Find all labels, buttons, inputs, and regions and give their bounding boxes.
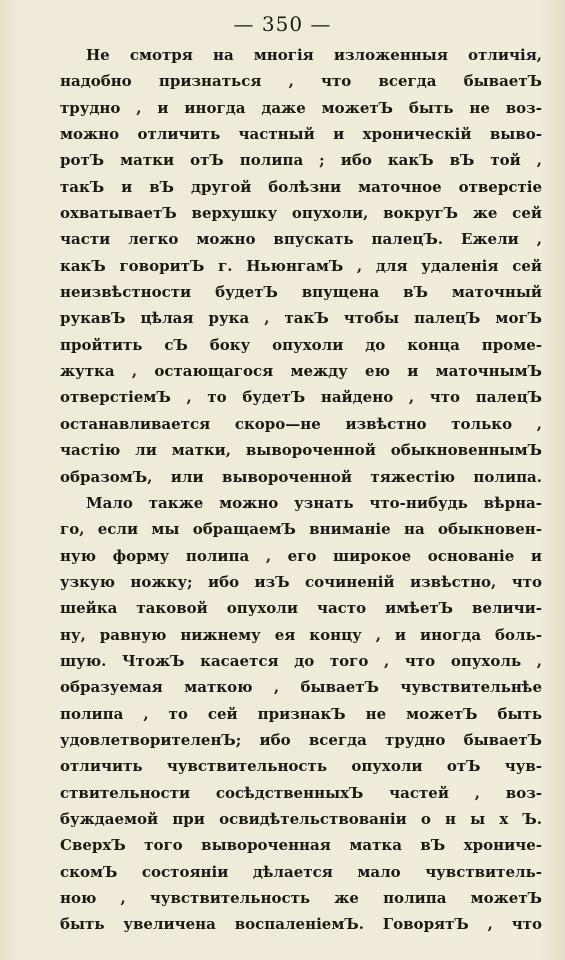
text-line: СверхЪ того вывороченная матка вЪ хрониче- xyxy=(60,836,542,855)
text-line: части легко можно впускать палецЪ. Ежели , xyxy=(60,230,542,249)
text-line: можно отличить частный и хроническій выво- xyxy=(60,125,542,144)
text-line: жутка , остающагося между ею и маточнымЪ xyxy=(60,362,542,381)
text-line: Не смотря на многія изложенныя отличія, xyxy=(86,46,542,64)
text-line: ну, равную нижнему ея концу , и иногда боль- xyxy=(60,625,542,644)
text-line: ротЪ матки отЪ полипа ; ибо какЪ вЪ той , xyxy=(60,151,542,170)
text-line: такЪ и вЪ другой болѣзни маточное отверстіе xyxy=(60,177,542,196)
text-line: удовлетворителенЪ; ибо всегда трудно бываетЪ xyxy=(60,730,542,749)
text-line: трудно , и иногда даже можетЪ быть не воз- xyxy=(60,98,542,117)
text-line: ствительности сосѣдственныхЪ частей , воз- xyxy=(60,783,542,802)
text-line: го, если мы обращаемЪ вниманіе на обыкновен- xyxy=(60,520,542,539)
text-line: останавливается скоро—не извѣстно только , xyxy=(60,414,542,433)
text-line: узкую ножку; ибо изЪ сочиненій извѣстно, что xyxy=(60,572,542,591)
text-line: надобно признаться , что всегда бываетЪ xyxy=(60,72,542,91)
text-line: буждаемой при освидѣтельствованіи о н ы х Ъ. xyxy=(60,809,542,828)
text-line: шую. ЧтожЪ касается до того , что опухоль , xyxy=(60,651,542,670)
text-line: рукавЪ цѣлая рука , такЪ чтобы палецЪ могЪ xyxy=(60,309,542,328)
text-line: охватываетЪ верхушку опухоли, вокругЪ же сей xyxy=(60,204,542,223)
page-number: — 350 — xyxy=(233,12,332,36)
text-line: шейка таковой опухоли часто имѣетЪ величи- xyxy=(60,599,542,618)
text-line: отверстіемЪ , то будетЪ найдено , что палецЪ xyxy=(60,388,542,407)
text-line: отличить чувствительность опухоли отЪ чув- xyxy=(60,757,542,776)
text-line: пройтить сЪ боку опухоли до конца проме- xyxy=(60,335,542,354)
text-line: какЪ говоритЪ г. НьюнгамЪ , для удаленія сей xyxy=(60,256,542,275)
text-line: ною , чувствительность же полипа можетЪ xyxy=(60,889,542,907)
text-line: Мало также можно узнать что-нибудь вѣрна- xyxy=(86,493,542,512)
text-line: частію ли матки, вывороченной обыкновеннымЪ xyxy=(60,441,542,460)
text-line: образомЪ, или вывороченной тяжестію полипа. xyxy=(60,467,542,486)
text-line: быть увеличена воспаленіемЪ. ГоворятЪ , что xyxy=(60,915,542,934)
text-line: полипа , то сей признакЪ не можетЪ быть xyxy=(60,704,542,723)
text-line: скомЪ состояніи дѣлается мало чувствитель- xyxy=(60,862,542,881)
text-line: образуемая маткою , бываетЪ чувствительнѣе xyxy=(60,678,542,697)
text-line: ную форму полипа , его широкое основаніе и xyxy=(60,546,542,565)
body-text xyxy=(60,42,542,938)
text-line: неизвѣстности будетЪ впущена вЪ маточный xyxy=(60,283,542,302)
